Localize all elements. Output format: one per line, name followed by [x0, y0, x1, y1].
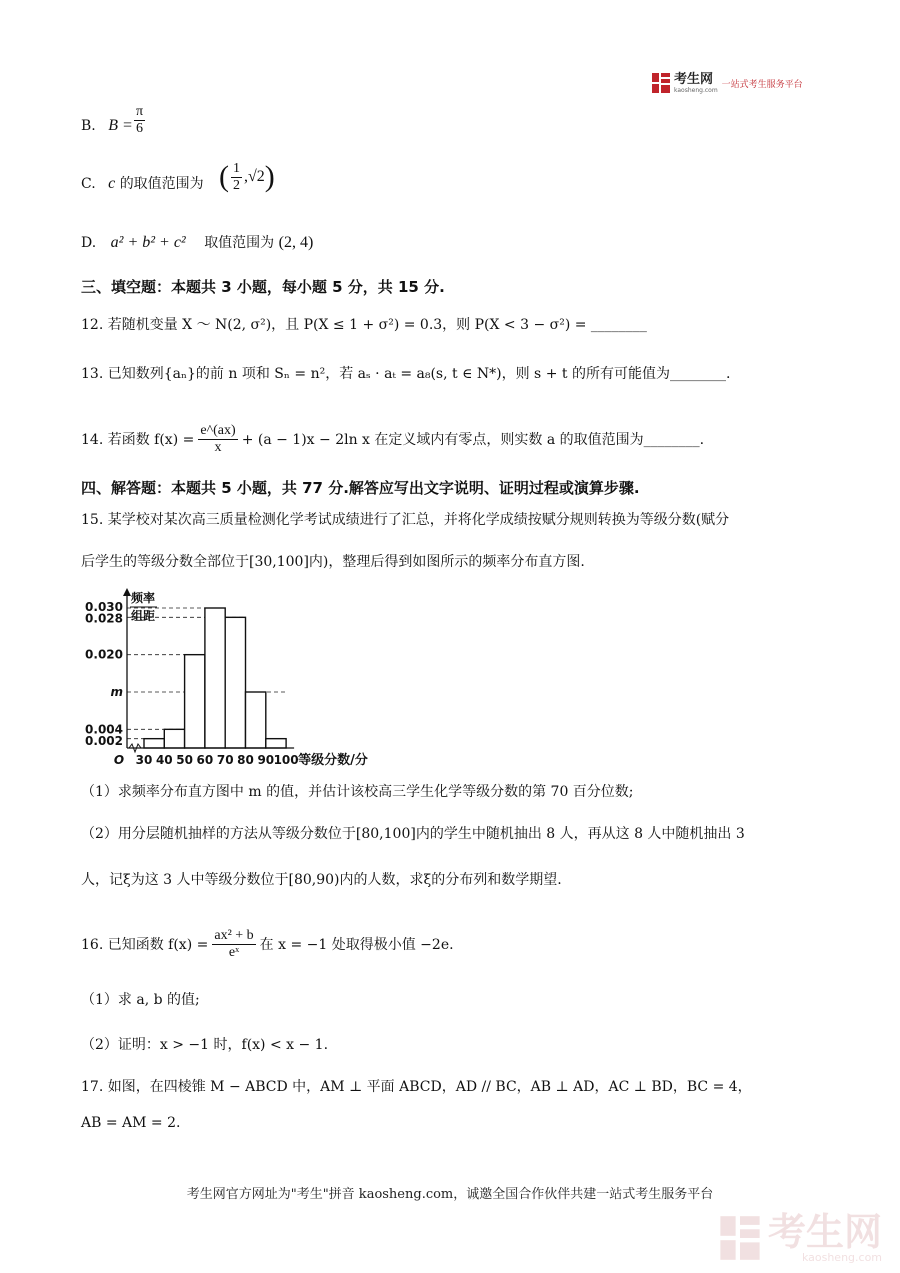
logo-brand: 考生网 kaosheng.com — [674, 71, 718, 94]
kaosheng-logo-icon — [651, 72, 671, 94]
question-13: 13. 已知数列{aₙ}的前 n 项和 Sₙ = n²，若 aₛ · aₜ = a₈(s, t ∈ N*)，则 s + t 的所有可能值为________. — [81, 366, 731, 382]
bar-40-50 — [164, 729, 184, 748]
y-axis-arrow — [123, 588, 131, 596]
x-tick-label: 100 — [273, 753, 299, 767]
bar-90-100 — [266, 739, 286, 748]
option-d: D. a² + b² + c² 取值范围为 (2, 4) — [81, 234, 314, 251]
question-15-part2-line2: 人，记ξ为这 3 人中等级分数位于[80,90)内的人数，求ξ的分布列和数学期望. — [81, 872, 562, 888]
y-tick-label: 0.020 — [85, 647, 123, 662]
y-tick-label: 0.002 — [85, 734, 123, 748]
question-15-line1: 15. 某学校对某次高三质量检测化学考试成绩进行了汇总，并将化学成绩按赋分规则转换为等级分数(赋分 — [81, 512, 730, 528]
bar-30-40 — [144, 739, 164, 748]
question-15-part1: （1）求频率分布直方图中 m 的值，并估计该校高三学生化学等级分数的第 70 百分位数; — [81, 784, 634, 800]
question-14: 14. 若函数 f(x) = $\frac{e\^{}(ax)}{x}$ + (a − 1)x − 2ln x 在定义域内有零点，则实数 a 的取值范围为________. — [81, 423, 705, 455]
option-b — [81, 116, 133, 136]
y-tick-label: 0.028 — [85, 611, 123, 626]
bar-50-60 — [185, 655, 205, 748]
header-logo — [651, 72, 803, 94]
option-c-interval: ( $\frac{1}{2}$ ,√2 ) — [219, 160, 275, 193]
bar-70-80 — [225, 617, 245, 748]
option-b-fraction: $\frac{\pi}{6}$ — [136, 104, 144, 136]
x-tick-label: 30 — [135, 753, 153, 767]
bar-80-90 — [246, 692, 266, 748]
y-axis-title-top: 频率 — [131, 591, 156, 605]
x-axis-title: 等级分数/分 — [298, 753, 368, 768]
question-17-line2: AB = AM = 2. — [81, 1115, 181, 1131]
x-tick-label: 60 — [196, 753, 214, 767]
option-c-label: C. — [81, 176, 96, 192]
y-tick-label: m — [110, 685, 123, 699]
option-b-math: B = — [108, 117, 133, 134]
watermark-logo-icon — [718, 1214, 762, 1262]
y-tick-label: 0.004 — [85, 722, 123, 737]
section-4-heading: 四、解答题：本题共 5 小题，共 77 分.解答应写出文字说明、证明过程或演算步骤. — [81, 479, 640, 497]
question-16-part1: （1）求 a, b 的值; — [81, 992, 200, 1008]
question-12: 12. 若随机变量 X ～ N(2, σ²)，且 P(X ≤ 1 + σ²) = 0.3，则 P(X < 3 − σ²) = ________ — [81, 317, 647, 333]
option-b-label: B. — [81, 118, 96, 134]
question-16-part2: （2）证明：x > −1 时，f(x) < x − 1. — [81, 1037, 329, 1053]
logo-domain: kaosheng.com — [674, 86, 718, 94]
option-c: C. c 的取值范围为 — [81, 175, 204, 192]
frequency-histogram — [82, 586, 402, 770]
question-15-part2-line1: （2）用分层随机抽样的方法从等级分数位于[80,100]内的学生中随机抽出 8 人，再从这 8 人中随机抽出 3 — [81, 826, 745, 842]
x-tick-label: 80 — [237, 753, 254, 767]
x-tick-label: 70 — [216, 753, 234, 767]
origin-label: O — [113, 753, 125, 767]
question-15-line2: 后学生的等级分数全部位于[30,100]内)，整理后得到如图所示的频率分布直方图. — [81, 554, 585, 570]
y-axis-title-bottom: 组距 — [131, 609, 156, 623]
watermark: 考生网 kaosheng.com — [718, 1212, 882, 1264]
x-tick-label: 90 — [257, 753, 275, 767]
question-16: 16. 已知函数 f(x) = $\frac{\text{ax² + b}}{\text{eˣ}}$ 在 x = −1 处取得极小值 −2e. — [81, 928, 454, 960]
bar-60-70 — [205, 608, 225, 748]
logo-slogan: 一站式考生服务平台 — [721, 79, 803, 90]
y-tick-label: 0.030 — [85, 600, 123, 614]
x-tick-label: 50 — [176, 753, 193, 767]
section-3-heading: 三、填空题：本题共 3 小题，每小题 5 分，共 15 分. — [81, 278, 445, 296]
page-footer: 考生网官方网址为"考生"拼音 kaosheng.com，诚邀全国合作伙伴共建一站式考生服务平台 — [186, 1187, 714, 1202]
x-tick-label: 40 — [155, 753, 173, 767]
question-17-line1: 17. 如图，在四棱锥 M − ABCD 中，AM ⊥ 平面 ABCD，AD // BC，AB ⊥ AD，AC ⊥ BD，BC = 4， — [81, 1079, 752, 1095]
